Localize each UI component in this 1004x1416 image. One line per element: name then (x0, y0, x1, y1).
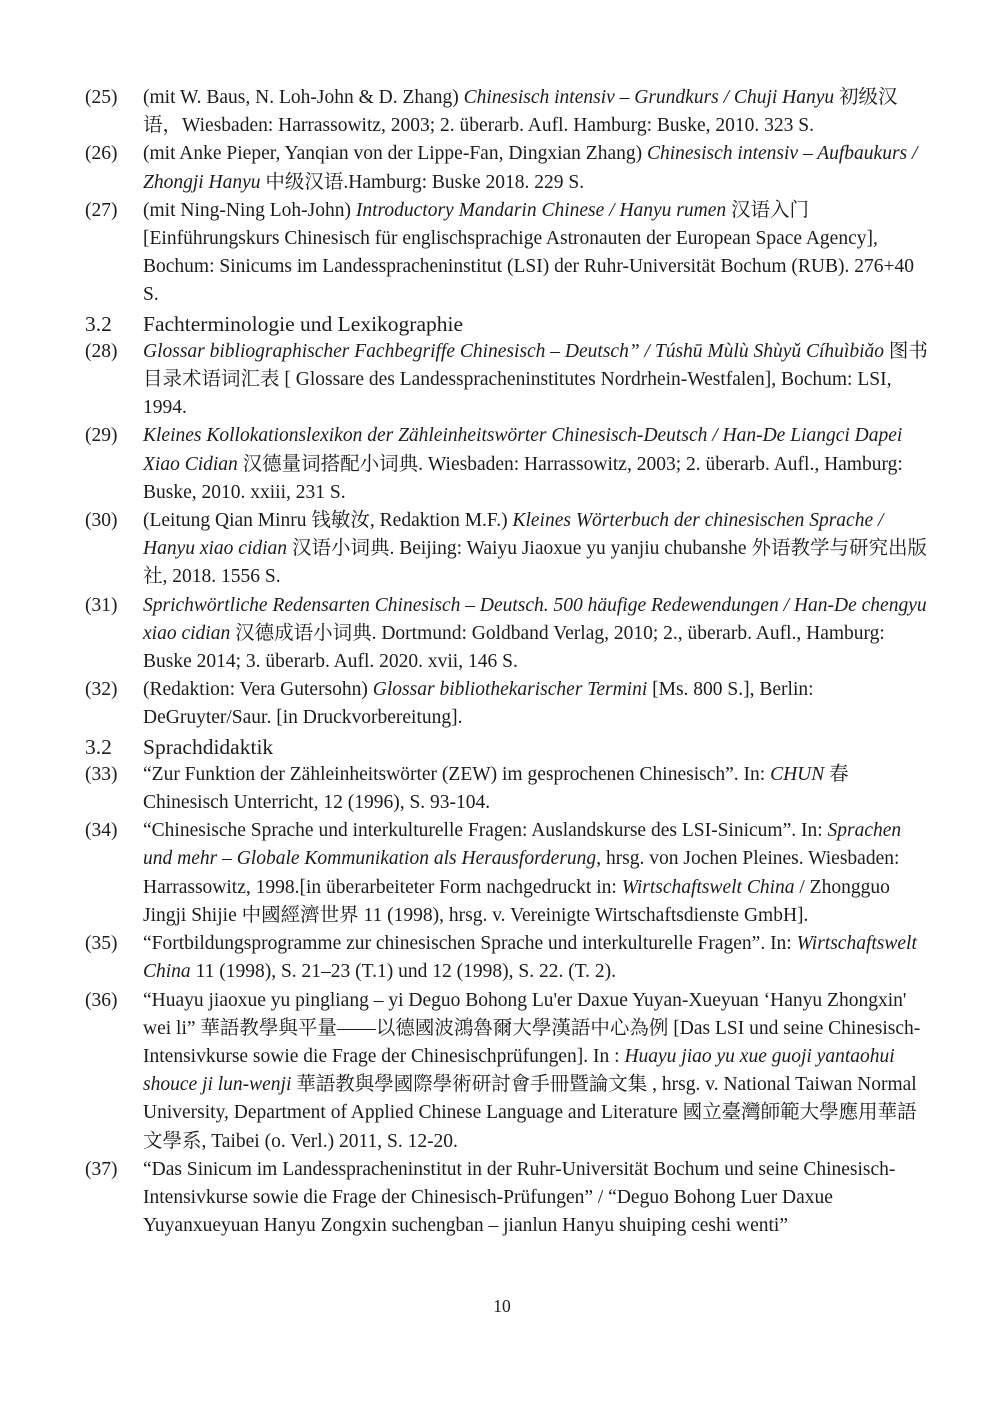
entry-text-segment: 汉语入门 [Einführungskurs Chinesisch für englischsprachige Astronauten der European Space Agency], Bochum: Sinicums im Landesspracheninstitut (LSI) der Ruhr-Universität Bochum (RUB). 276+40 S. (143, 199, 915, 306)
section-heading (85, 310, 933, 338)
entry-text-italic-segment: Sprichwörtliche Redensarten Chinesisch – Deutsch. 500 häufige Redewendungen / Han-De chengyu xiao cidian (143, 594, 927, 644)
entry-text-segment: “Zur Funktion der Zähleinheitswörter (ZEW) im gesprochenen Chinesisch”. In: (143, 763, 771, 785)
entry-text-italic-segment: Glossar bibliographischer Fachbegriffe Chinesisch – Deutsch” / Túshū Mùlù Shùyǔ Cíhuìbiǎo (143, 340, 884, 362)
entry-text-segment: 汉语小词典. Beijing: Waiyu Jiaoxue yu yanjiu chubanshe 外语教学与研究出版社, 2018. 1556 S. (143, 538, 927, 588)
entry-text-italic-segment: Chinesisch intensiv – Aufbaukurs / Zhongji Hanyu (143, 143, 918, 193)
entry-number: (26) (85, 143, 118, 165)
entry-text (143, 338, 933, 423)
entry-text-italic-segment: Wirtschaftswelt China (143, 933, 917, 983)
entry-number: (27) (85, 199, 118, 221)
page-number: 10 (493, 1296, 511, 1316)
entry-text-segment: (mit W. Baus, N. Loh-John & D. Zhang) (143, 87, 464, 108)
entry-text-segment: [Ms. 800 S.], Berlin: DeGruyter/Saur. [in Druckvorbereitung]. (143, 679, 814, 729)
entry-text-segment: , hrsg. von Jochen Pleines. Wiesbaden: Harrassowitz, 1998.[in überarbeiteter Form nachgedruckt in: (143, 848, 900, 898)
entry-text-segment: 汉德量词搭配小词典. Wiesbaden: Harrassowitz, 2003; 2. überarb. Aufl., Hamburg: Buske, 2010. xxiii, 231 S. (143, 453, 903, 503)
entry-number: (25) (85, 87, 118, 108)
section-number: 3.2 (85, 734, 112, 759)
page-footer (0, 1296, 1004, 1317)
entry-text (143, 761, 933, 817)
entry-text-segment: 汉德成语小词典. Dortmund: Goldband Verlag, 2010; 2., überarb. Aufl., Hamburg: Buske 2014; 3. überarb. Aufl. 2020. xvii, 146 S. (143, 622, 885, 673)
entry-text-italic-segment: Kleines Wörterbuch der chinesischen Sprache / Hanyu xiao cidian (143, 510, 884, 560)
entry-text-italic-segment: Glossar bibliothekarischer Termini (372, 679, 648, 701)
entry-text-segment: “Huayu jiaoxue yu pingliang – yi Deguo Bohong Lu'er Daxue Yuyan-Xueyuan ‘Hanyu Zhongxin' wei li” 華語教學與平量——以德國波鴻魯爾大學漢語中心為例 [Das LSI und seine Chinesisch-Intensivkurse sowie die Frage der Chinesischprüfungen]. In : (143, 989, 921, 1067)
bibliography-entry (85, 197, 933, 310)
entry-text-segment: “Das Sinicum im Landesspracheninstitut in der Ruhr-Universität Bochum und seine Chinesisch-Intensivkurse sowie die Frage der Chinesisch-Prüfungen” / “Deguo Bohong Luer Daxue Yuyanxueyuan Hanyu Zongxin suchengban – jianlun Hanyu shuiping ceshi wenti” (143, 1158, 896, 1237)
bibliography-entry (85, 1156, 933, 1241)
entry-number: (31) (85, 594, 118, 616)
bibliography-entry (85, 987, 933, 1156)
entry-text-segment: “Chinesische Sprache und interkulturelle Fragen: Auslandskurse des LSI-Sinicum”. In: (143, 820, 828, 842)
entry-number: (32) (85, 679, 118, 701)
entry-text-italic-segment: Introductory Mandarin Chinese / Hanyu rumen (355, 199, 727, 221)
entry-text (143, 1156, 933, 1241)
entry-text-segment: (mit Anke Pieper, Yanqian von der Lippe-Fan, Dingxian Zhang) (143, 143, 647, 165)
entry-text-italic-segment: Kleines Kollokationslexikon der Zähleinheitswörter Chinesisch-Deutsch / Han-De Liangci Dapei Xiao Cidian (143, 425, 903, 475)
entry-text-segment: (mit Ning-Ning Loh-John) (143, 199, 356, 221)
entry-text-italic-segment: Sprachen und mehr – Globale Kommunikation als Herausforderung (143, 820, 902, 870)
entry-number: (28) (85, 340, 118, 362)
entry-text-segment: 11 (1998), S. 21–23 (T.1) und 12 (1998), S. 22. (T. 2). (190, 961, 617, 983)
bibliography-entry (85, 817, 933, 930)
bibliography-entry (85, 140, 933, 196)
entry-text-segment: (Leitung Qian Minru 钱敏汝, Redaktion M.F.) (143, 510, 513, 532)
section-heading (85, 733, 933, 761)
entry-text-segment: “Fortbildungsprogramme zur chinesischen Sprache und interkulturelle Fragen”. In: (143, 933, 797, 955)
section-number: 3.2 (85, 311, 112, 336)
entry-text-italic-segment: Chinesisch intensiv – Grundkurs / Chuji Hanyu (463, 87, 835, 108)
entry-text (143, 507, 933, 592)
bibliography-entry (85, 761, 933, 817)
entry-number: (30) (85, 510, 118, 532)
entry-text (143, 84, 933, 140)
entry-text-italic-segment: Huayu jiao yu xue guoji yantaohui shouce ji lun-wenji (143, 1045, 895, 1096)
entry-text (143, 676, 933, 732)
entry-number: (29) (85, 425, 118, 447)
entry-number: (33) (85, 763, 118, 785)
entry-text (143, 140, 933, 196)
entry-text-italic-segment: Wirtschaftswelt China (621, 876, 795, 898)
entry-text (143, 817, 933, 930)
entry-text-segment: (Redaktion: Vera Gutersohn) (143, 679, 373, 701)
entry-text-segment: 中级汉语.Hamburg: Buske 2018. 229 S. (260, 171, 585, 193)
bibliography-entry (85, 338, 933, 423)
entry-text-segment: / Zhongguo Jingji Shijie 中國經濟世界 11 (1998), hrsg. v. Vereinigte Wirtschaftsdienste GmbH]. (143, 876, 890, 926)
entry-text-segment: 華語教與學國際學術研討會手冊暨論文集 , hrsg. v. National Taiwan Normal University, Department of Applied Chinese Language and Literature 國立臺灣師範大學應用華語文學系, Taibei (o. Verl.) 2011, S. 12-20. (143, 1074, 917, 1152)
bibliography-entry (85, 84, 933, 140)
entry-number: (37) (85, 1158, 118, 1180)
entry-text-italic-segment: CHUN (770, 763, 825, 785)
entry-text-segment: 春 Chinesisch Unterricht, 12 (1996), S. 93-104. (143, 763, 849, 814)
entry-text (143, 422, 933, 507)
entry-number: (35) (85, 933, 118, 955)
entry-text (143, 930, 933, 986)
section-title: Fachterminologie und Lexikographie (143, 311, 464, 336)
entry-text (143, 592, 933, 677)
bibliography-entry (85, 422, 933, 507)
entry-text (143, 197, 933, 310)
entry-text-segment: 初级汉语，Wiesbaden: Harrassowitz, 2003; 2. überarb. Aufl. Hamburg: Buske, 2010. 323 S. (143, 87, 898, 137)
bibliography-entry (85, 507, 933, 592)
entry-number: (34) (85, 820, 118, 842)
entry-number: (36) (85, 989, 118, 1011)
entry-text (143, 987, 933, 1156)
bibliography-list (85, 84, 933, 1240)
bibliography-entry (85, 592, 933, 677)
bibliography-entry (85, 676, 933, 732)
section-title: Sprachdidaktik (143, 734, 274, 759)
entry-text-segment: 图书目录术语词汇表 [ Glossare des Landesspracheninstitutes Nordrhein-Westfalen], Bochum: LSI, 1994. (143, 340, 928, 419)
bibliography-entry (85, 930, 933, 986)
